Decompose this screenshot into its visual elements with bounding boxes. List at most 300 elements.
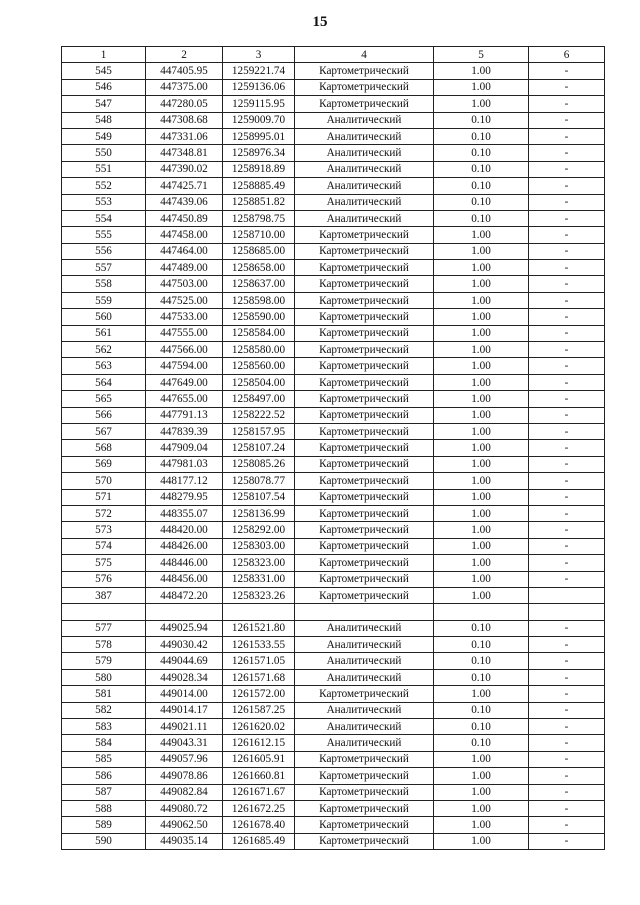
table-cell: Картометрический [295,456,434,472]
table-cell: - [529,128,605,144]
table-cell: 1258598.00 [223,292,295,308]
table-cell: - [529,833,605,849]
table-cell: Аналитический [295,194,434,210]
table-cell: 1.00 [434,505,529,521]
table-row [62,358,605,374]
table-cell: 447450.89 [146,210,223,226]
table-cell: - [529,112,605,128]
table-row [62,637,605,653]
table-cell: - [529,505,605,521]
table-cell: 448456.00 [146,571,223,587]
table-row [62,784,605,800]
table-cell: 1258331.00 [223,571,295,587]
table-cell: 561 [62,325,146,341]
table-cell: 581 [62,686,146,702]
table-cell: 447594.00 [146,358,223,374]
table-cell: 449057.96 [146,751,223,767]
column-header: 1 [62,47,146,63]
table-cell: 447503.00 [146,276,223,292]
table-cell: 1261660.81 [223,768,295,784]
table-cell: 449043.31 [146,735,223,751]
table-cell: - [529,555,605,571]
table-cell: 447331.06 [146,128,223,144]
table-cell: 1259115.95 [223,96,295,112]
table-cell: 1258157.95 [223,423,295,439]
table-cell: - [529,145,605,161]
empty-cell [434,604,529,620]
table-cell: 1258303.00 [223,538,295,554]
table-cell: Аналитический [295,637,434,653]
table-cell: 0.10 [434,210,529,226]
table-cell: 1261671.67 [223,784,295,800]
table-cell: 1.00 [434,227,529,243]
table-cell: - [529,489,605,505]
table-cell: 1258504.00 [223,374,295,390]
table-cell: 449030.42 [146,637,223,653]
table-cell: 0.10 [434,653,529,669]
table-row [62,374,605,390]
table-cell: 447375.00 [146,79,223,95]
table-cell: 1.00 [434,833,529,849]
table-cell: 1258710.00 [223,227,295,243]
table-cell: 1258918.89 [223,161,295,177]
empty-cell [223,604,295,620]
table-cell: 1.00 [434,751,529,767]
table-cell: 1.00 [434,555,529,571]
table-cell: - [529,178,605,194]
table-cell: Картометрический [295,276,434,292]
table-cell: 1258107.24 [223,440,295,456]
table-cell: Картометрический [295,784,434,800]
column-header: 6 [529,47,605,63]
table-cell: Картометрический [295,342,434,358]
table-cell: 1.00 [434,686,529,702]
table-cell: 1259009.70 [223,112,295,128]
table-cell: 448279.95 [146,489,223,505]
table-cell: 0.10 [434,719,529,735]
table-cell: 1261521.80 [223,620,295,636]
table-cell: 1.00 [434,768,529,784]
table-cell: 1258560.00 [223,358,295,374]
table-cell: - [529,423,605,439]
table-cell: Картометрический [295,79,434,95]
table-cell: - [529,686,605,702]
table-cell: Аналитический [295,653,434,669]
table-cell: 1258222.52 [223,407,295,423]
table-cell: - [529,473,605,489]
table-cell: 1258136.99 [223,505,295,521]
table-cell: 1261571.68 [223,669,295,685]
table-cell: Аналитический [295,112,434,128]
table-cell: - [529,571,605,587]
table-cell: 1261533.55 [223,637,295,653]
table-cell: 449021.11 [146,719,223,735]
table-cell: Аналитический [295,145,434,161]
table-cell: - [529,325,605,341]
table-row [62,210,605,226]
table-cell: 1258798.75 [223,210,295,226]
table-cell: 1259136.06 [223,79,295,95]
table-cell: 448177.12 [146,473,223,489]
table-cell: - [529,637,605,653]
table-cell: 579 [62,653,146,669]
table-cell: - [529,243,605,259]
table-cell: 448472.20 [146,587,223,603]
table-cell: 1258085.26 [223,456,295,472]
empty-cell [529,604,605,620]
table-cell: 1258323.00 [223,555,295,571]
table-row [62,145,605,161]
table-cell: 447405.95 [146,63,223,79]
table-cell: - [529,161,605,177]
table-cell: Картометрический [295,227,434,243]
table-cell: 584 [62,735,146,751]
table-row [62,456,605,472]
table-cell: 1.00 [434,571,529,587]
table-row [62,571,605,587]
table-cell: - [529,522,605,538]
table-cell: Картометрический [295,686,434,702]
table-cell: 1258497.00 [223,391,295,407]
table-cell: - [529,358,605,374]
table-cell: Картометрический [295,309,434,325]
table-header-row [62,47,605,63]
table-cell: 566 [62,407,146,423]
table-cell: 1.00 [434,260,529,276]
table-cell: 586 [62,768,146,784]
table-cell: 1.00 [434,440,529,456]
table-cell: 547 [62,96,146,112]
table-cell: 558 [62,276,146,292]
table-cell: 447566.00 [146,342,223,358]
empty-cell [146,604,223,620]
table-cell: 1.00 [434,800,529,816]
table-cell: 1.00 [434,292,529,308]
table-cell: 448446.00 [146,555,223,571]
table-cell: Картометрический [295,391,434,407]
table-cell: 571 [62,489,146,505]
table-cell: 587 [62,784,146,800]
table-row [62,292,605,308]
table-cell: 0.10 [434,112,529,128]
table-cell: 1258078.77 [223,473,295,489]
table-cell: Картометрический [295,522,434,538]
table-row [62,686,605,702]
table-cell: Аналитический [295,620,434,636]
table-cell: 1.00 [434,473,529,489]
table-cell: 577 [62,620,146,636]
table-cell: 569 [62,456,146,472]
table-cell: 553 [62,194,146,210]
table-cell: Аналитический [295,210,434,226]
table-row [62,800,605,816]
table-cell: 556 [62,243,146,259]
table-cell: 1258292.00 [223,522,295,538]
table-cell: 1.00 [434,817,529,833]
table-cell: 1.00 [434,243,529,259]
table-row [62,276,605,292]
table-cell: Картометрический [295,325,434,341]
table-row [62,735,605,751]
table-cell: - [529,292,605,308]
column-header: 5 [434,47,529,63]
table-row [62,128,605,144]
table-cell: 0.10 [434,669,529,685]
table-cell: 449078.86 [146,768,223,784]
table-row [62,194,605,210]
table-cell: 1258637.00 [223,276,295,292]
table-cell: 1261605.91 [223,751,295,767]
table-cell: 548 [62,112,146,128]
table-cell: 447981.03 [146,456,223,472]
empty-cell [62,604,146,620]
table-cell: 1.00 [434,522,529,538]
table-cell: 590 [62,833,146,849]
table-cell: 1.00 [434,456,529,472]
table-cell: 576 [62,571,146,587]
table-cell: 1258590.00 [223,309,295,325]
table-cell: 447533.00 [146,309,223,325]
table-cell: - [529,342,605,358]
table-cell: 578 [62,637,146,653]
table-cell: 1.00 [434,374,529,390]
table-cell: - [529,620,605,636]
table-cell: - [529,79,605,95]
table-cell: 449082.84 [146,784,223,800]
table-row [62,719,605,735]
table-cell: - [529,440,605,456]
table-cell: 447655.00 [146,391,223,407]
table-cell: 0.10 [434,637,529,653]
table-cell: 1.00 [434,96,529,112]
table-cell: - [529,456,605,472]
table-cell: 0.10 [434,128,529,144]
table-row [62,243,605,259]
table-cell: 0.10 [434,145,529,161]
table-cell: 449035.14 [146,833,223,849]
table-row [62,473,605,489]
table-cell: 1.00 [434,79,529,95]
table-cell: 575 [62,555,146,571]
table-row [62,587,605,603]
table-cell: 0.10 [434,620,529,636]
table-cell: 447390.02 [146,161,223,177]
table-row [62,161,605,177]
table-cell: Аналитический [295,719,434,735]
table-cell: 1258685.00 [223,243,295,259]
table-cell: 1.00 [434,342,529,358]
table-row [62,178,605,194]
table-cell: 1.00 [434,358,529,374]
table-row [62,653,605,669]
page-number: 15 [312,14,328,30]
table-cell: 1258580.00 [223,342,295,358]
table-cell: Картометрический [295,440,434,456]
table-cell: 573 [62,522,146,538]
table-row [62,112,605,128]
table-cell: 1.00 [434,276,529,292]
table-cell: - [529,538,605,554]
table-cell: - [529,702,605,718]
table-cell: 1258584.00 [223,325,295,341]
table-cell: 1.00 [434,587,529,603]
table-cell: 1.00 [434,391,529,407]
table-cell: 588 [62,800,146,816]
table-row [62,260,605,276]
table-cell: 1.00 [434,784,529,800]
table-cell: Картометрический [295,555,434,571]
table-cell: 449080.72 [146,800,223,816]
table-body [62,63,605,850]
table-cell: Картометрический [295,292,434,308]
table-cell: - [529,719,605,735]
column-header: 2 [146,47,223,63]
table-cell: 572 [62,505,146,521]
table-cell: 557 [62,260,146,276]
table-cell: 449014.17 [146,702,223,718]
column-header: 3 [223,47,295,63]
table-cell: 568 [62,440,146,456]
table-cell: Картометрический [295,473,434,489]
table-cell: Картометрический [295,489,434,505]
table-cell: - [529,374,605,390]
table-cell: 589 [62,817,146,833]
table-cell: 580 [62,669,146,685]
table-cell: 555 [62,227,146,243]
table-cell: - [529,735,605,751]
table-cell: 447280.05 [146,96,223,112]
table-cell: 1258323.26 [223,587,295,603]
table-cell: 0.10 [434,161,529,177]
table-cell: 545 [62,63,146,79]
table-row [62,768,605,784]
table-cell: Картометрический [295,243,434,259]
empty-cell [295,604,434,620]
table-cell: 447308.68 [146,112,223,128]
table-cell: Картометрический [295,63,434,79]
table-cell: 1258107.54 [223,489,295,505]
table-row [62,440,605,456]
table-cell: 564 [62,374,146,390]
table-cell: 448426.00 [146,538,223,554]
table-cell: 447649.00 [146,374,223,390]
table-cell: - [529,391,605,407]
table-cell: 447458.00 [146,227,223,243]
table-cell: - [529,768,605,784]
table-cell: 1258995.01 [223,128,295,144]
table-cell: - [529,407,605,423]
table-cell: Картометрический [295,768,434,784]
table-cell: 550 [62,145,146,161]
table-cell: - [529,784,605,800]
table-cell: 447555.00 [146,325,223,341]
table-cell: 449028.34 [146,669,223,685]
table-cell: 447425.71 [146,178,223,194]
table-row [62,751,605,767]
table-cell: 565 [62,391,146,407]
table-cell: Картометрический [295,800,434,816]
table-cell: 448420.00 [146,522,223,538]
table-row [62,407,605,423]
table-row [62,79,605,95]
table-cell: 447464.00 [146,243,223,259]
table-cell: 1261620.02 [223,719,295,735]
table-cell: 562 [62,342,146,358]
table-cell: Картометрический [295,751,434,767]
table-cell: 449025.94 [146,620,223,636]
table-row [62,817,605,833]
table-row [62,538,605,554]
table-cell: 449062.50 [146,817,223,833]
table-cell: 1258851.82 [223,194,295,210]
table-cell: 1261685.49 [223,833,295,849]
table-cell: Аналитический [295,161,434,177]
coordinates-table [61,46,605,850]
table-cell: 447489.00 [146,260,223,276]
table-cell: Картометрический [295,423,434,439]
table-cell: 567 [62,423,146,439]
table-cell: Картометрический [295,833,434,849]
table-row [62,555,605,571]
table-cell: 1.00 [434,63,529,79]
table-cell: Картометрический [295,358,434,374]
table-cell: 0.10 [434,194,529,210]
table-cell: Аналитический [295,128,434,144]
table-cell: Картометрический [295,505,434,521]
table-cell: 570 [62,473,146,489]
table-cell: 1.00 [434,423,529,439]
table-cell: 582 [62,702,146,718]
table-cell: 447348.81 [146,145,223,161]
table-cell: - [529,260,605,276]
table-cell: 447909.04 [146,440,223,456]
table-cell: - [529,309,605,325]
table-cell: 563 [62,358,146,374]
table-cell: 447525.00 [146,292,223,308]
table-cell: 1261678.40 [223,817,295,833]
table-cell: 546 [62,79,146,95]
table-cell: - [529,96,605,112]
table-cell: - [529,210,605,226]
table-row [62,309,605,325]
table-row [62,391,605,407]
table-cell: 549 [62,128,146,144]
table-cell: 449014.00 [146,686,223,702]
table-cell: 1258658.00 [223,260,295,276]
table-cell [529,587,605,603]
table-cell: 1.00 [434,309,529,325]
table-cell: Картометрический [295,96,434,112]
table-cell: 1258976.34 [223,145,295,161]
table-cell: Картометрический [295,374,434,390]
table-cell: 1261571.05 [223,653,295,669]
table-cell: Картометрический [295,817,434,833]
table-cell: Картометрический [295,587,434,603]
table-cell: Аналитический [295,735,434,751]
table-cell: 1258885.49 [223,178,295,194]
table-row [62,669,605,685]
table-cell: Картометрический [295,407,434,423]
table-cell: Аналитический [295,702,434,718]
table-row [62,522,605,538]
table-cell: Картометрический [295,260,434,276]
table-cell: - [529,817,605,833]
table-cell: 574 [62,538,146,554]
table-cell: - [529,751,605,767]
table-cell: 552 [62,178,146,194]
table-cell: 551 [62,161,146,177]
table-cell: 560 [62,309,146,325]
